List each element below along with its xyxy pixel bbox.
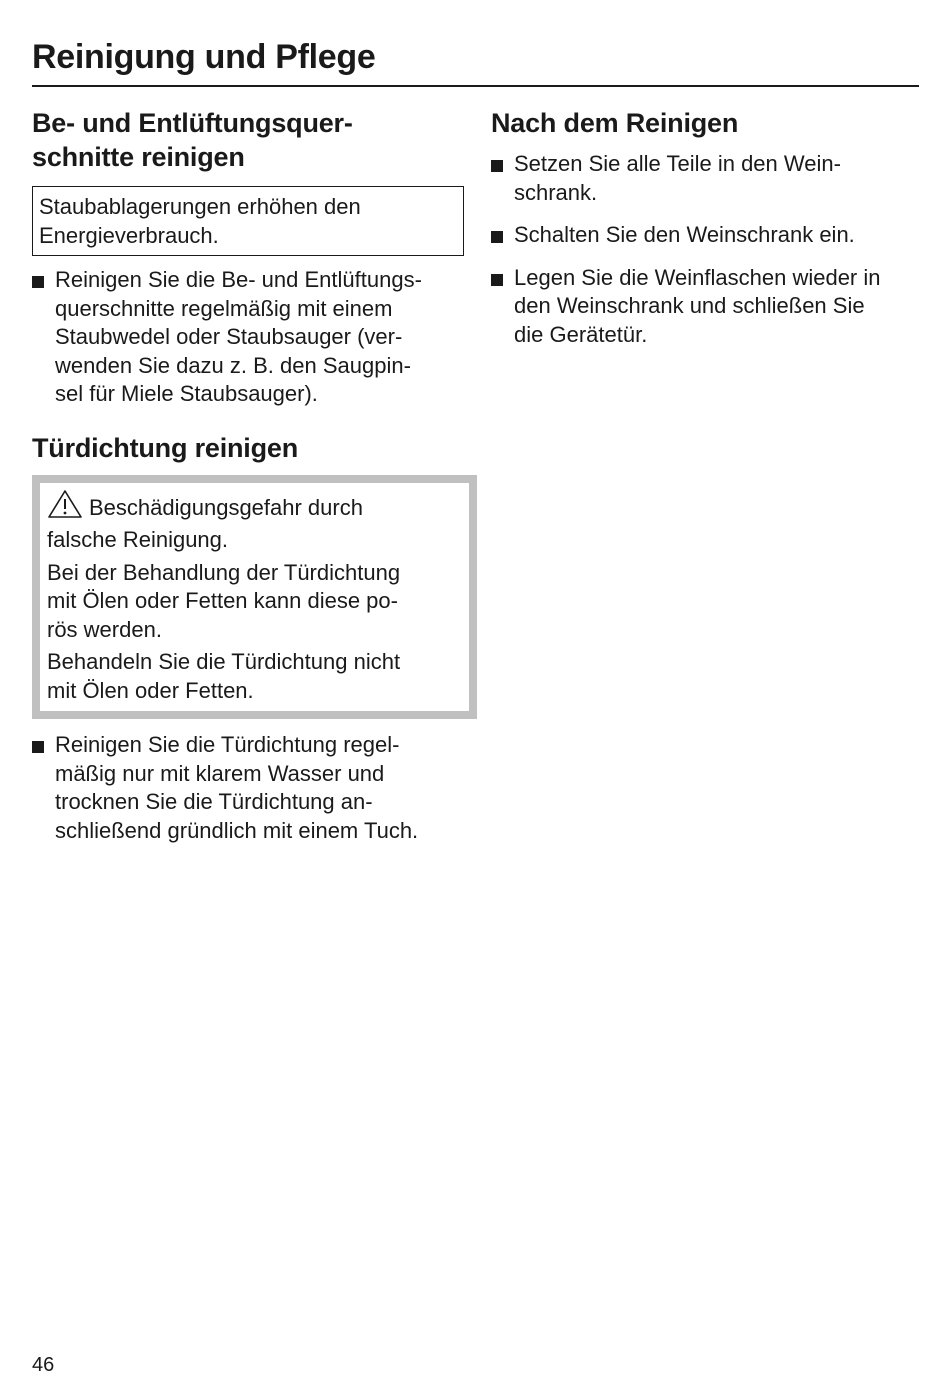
after-cleaning-bullet-list [491,150,921,349]
bullet-line: Schalten Sie den Weinschrank ein. [514,222,855,247]
bullet-line: die Gerätetür. [514,321,648,347]
section-heading-ventilation [32,106,464,174]
warning-title-line: falsche Reinigung. [47,527,229,552]
section-heading-ventilation-line2: schnitte reinigen [32,142,245,172]
bullet-text [514,221,921,250]
bullet-line: Legen Sie die Weinflaschen wieder in [514,264,881,290]
list-item [32,266,464,409]
list-item [491,150,921,207]
bullet-square-icon [32,276,44,288]
bullet-line: den Weinschrank und schließen Sie [514,293,865,318]
door-seal-bullet-list [32,731,464,845]
section-heading-door-seal: Türdichtung reinigen [32,432,298,463]
bullet-line: schrank. [514,179,598,205]
list-item [491,221,921,250]
left-column [32,106,464,845]
bullet-square-icon [32,741,44,753]
page-title: Reinigung und Pflege [32,38,376,76]
bullet-square-icon [491,274,503,286]
warning-line: Behandeln Sie die Türdichtung nicht [47,649,401,674]
warning-paragraph [47,559,463,645]
bullet-line: querschnitte regelmäßig mit einem [55,295,393,321]
bullet-line: Setzen Sie alle Teile in den Wein- [514,151,841,176]
note-line: Staubablagerungen erhöhen den [39,194,361,219]
warning-line: mit Ölen oder Fetten kann diese po- [47,588,398,613]
note-line: Energieverbrauch. [39,222,219,248]
bullet-square-icon [491,160,503,172]
bullet-line: mäßig nur mit klarem Wasser und [55,760,385,786]
ventilation-bullet-list [32,266,464,409]
bullet-text [55,266,464,409]
warning-line: rös werden. [47,616,162,642]
warning-paragraph [47,648,463,705]
warning-title-line: Beschädigungsgefahr durch [89,494,363,520]
list-item [491,264,921,350]
bullet-line: Reinigen Sie die Türdichtung regel- [55,732,400,757]
warning-line: mit Ölen oder Fetten. [47,677,254,703]
list-item [32,731,464,845]
section-heading-ventilation-line1: Be- und Entlüftungsquer- [32,108,353,138]
bullet-line: trocknen Sie die Türdichtung an- [55,789,373,814]
bullet-line: Reinigen Sie die Be- und Entlüftungs- [55,267,422,292]
warning-line: Bei der Behandlung der Türdichtung [47,559,401,585]
bullet-text [55,731,464,845]
warning-title [47,489,463,555]
energy-note-box [32,186,464,256]
section-heading-after-cleaning: Nach dem Reinigen [491,108,739,138]
damage-warning-box [32,475,477,720]
bullet-square-icon [491,231,503,243]
page-number: 46 [32,1354,55,1376]
bullet-text [514,264,921,350]
bullet-line: Staubwedel oder Staubsauger (ver- [55,324,403,349]
bullet-line: schließend gründlich mit einem Tuch. [55,817,419,843]
warning-triangle-icon [47,489,83,527]
bullet-line: sel für Miele Staubsauger). [55,381,318,406]
bullet-line: wenden Sie dazu z. B. den Saugpin- [55,352,411,378]
right-column [491,106,921,349]
title-divider [32,85,919,87]
bullet-text [514,150,921,207]
